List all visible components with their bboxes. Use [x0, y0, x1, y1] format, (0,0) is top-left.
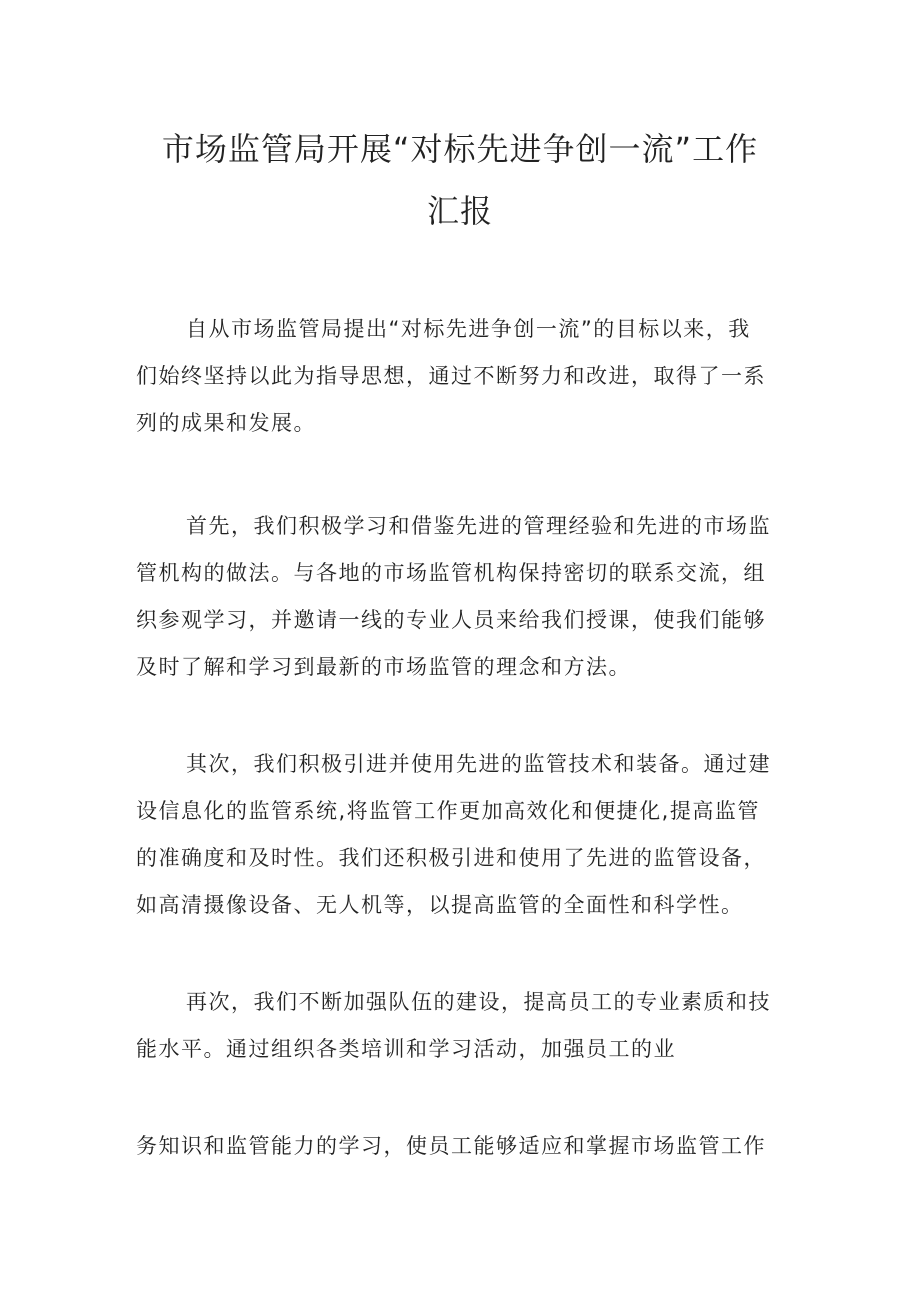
paragraph-line: 织参观学习，并邀请一线的专业人员来给我们授课，使我们能够	[136, 608, 766, 632]
paragraph-line: 列的成果和发展。	[136, 411, 316, 435]
paragraph-line: 自从市场监管局提出“对标先进争创一流”的目标以来，我	[186, 317, 751, 341]
paragraph-line: 如高清摄像设备、无人机等，以提高监管的全面性和科学性。	[136, 893, 744, 917]
paragraph-line: 们始终坚持以此为指导思想，通过不断努力和改进，取得了一系	[136, 364, 766, 388]
paragraph-line: 首先，我们积极学习和借鉴先进的管理经验和先进的市场监	[186, 514, 771, 538]
paragraph-line: 管机构的做法。与各地的市场监管机构保持密切的联系交流，组	[136, 561, 766, 585]
paragraph-intro	[136, 306, 788, 447]
document-title	[120, 118, 800, 242]
paragraph-third	[136, 979, 788, 1073]
paragraph-line: 务知识和监管能力的学习，使员工能够适应和掌握市场监管工作	[136, 1134, 766, 1158]
title-line-1: 市场监管局开展“对标先进争创一流”工作	[161, 130, 759, 168]
title-line-2: 汇报	[426, 192, 493, 230]
paragraph-line: 设信息化的监管系统,将监管工作更加高效化和便捷化,提高监管	[136, 799, 760, 823]
paragraph-first	[136, 503, 788, 691]
paragraph-line: 及时了解和学习到最新的市场监管的理念和方法。	[136, 655, 631, 679]
paragraph-line: 能水平。通过组织各类培训和学习活动，加强员工的业	[136, 1037, 676, 1061]
paragraph-line: 其次，我们积极引进并使用先进的监管技术和装备。通过建	[186, 752, 771, 776]
paragraph-line: 再次，我们不断加强队伍的建设，提高员工的专业素质和技	[186, 990, 771, 1014]
paragraph-line: 的准确度和及时性。我们还积极引进和使用了先进的监管设备，	[136, 846, 766, 870]
paragraph-second	[136, 741, 788, 929]
paragraph-continuation	[136, 1123, 788, 1170]
